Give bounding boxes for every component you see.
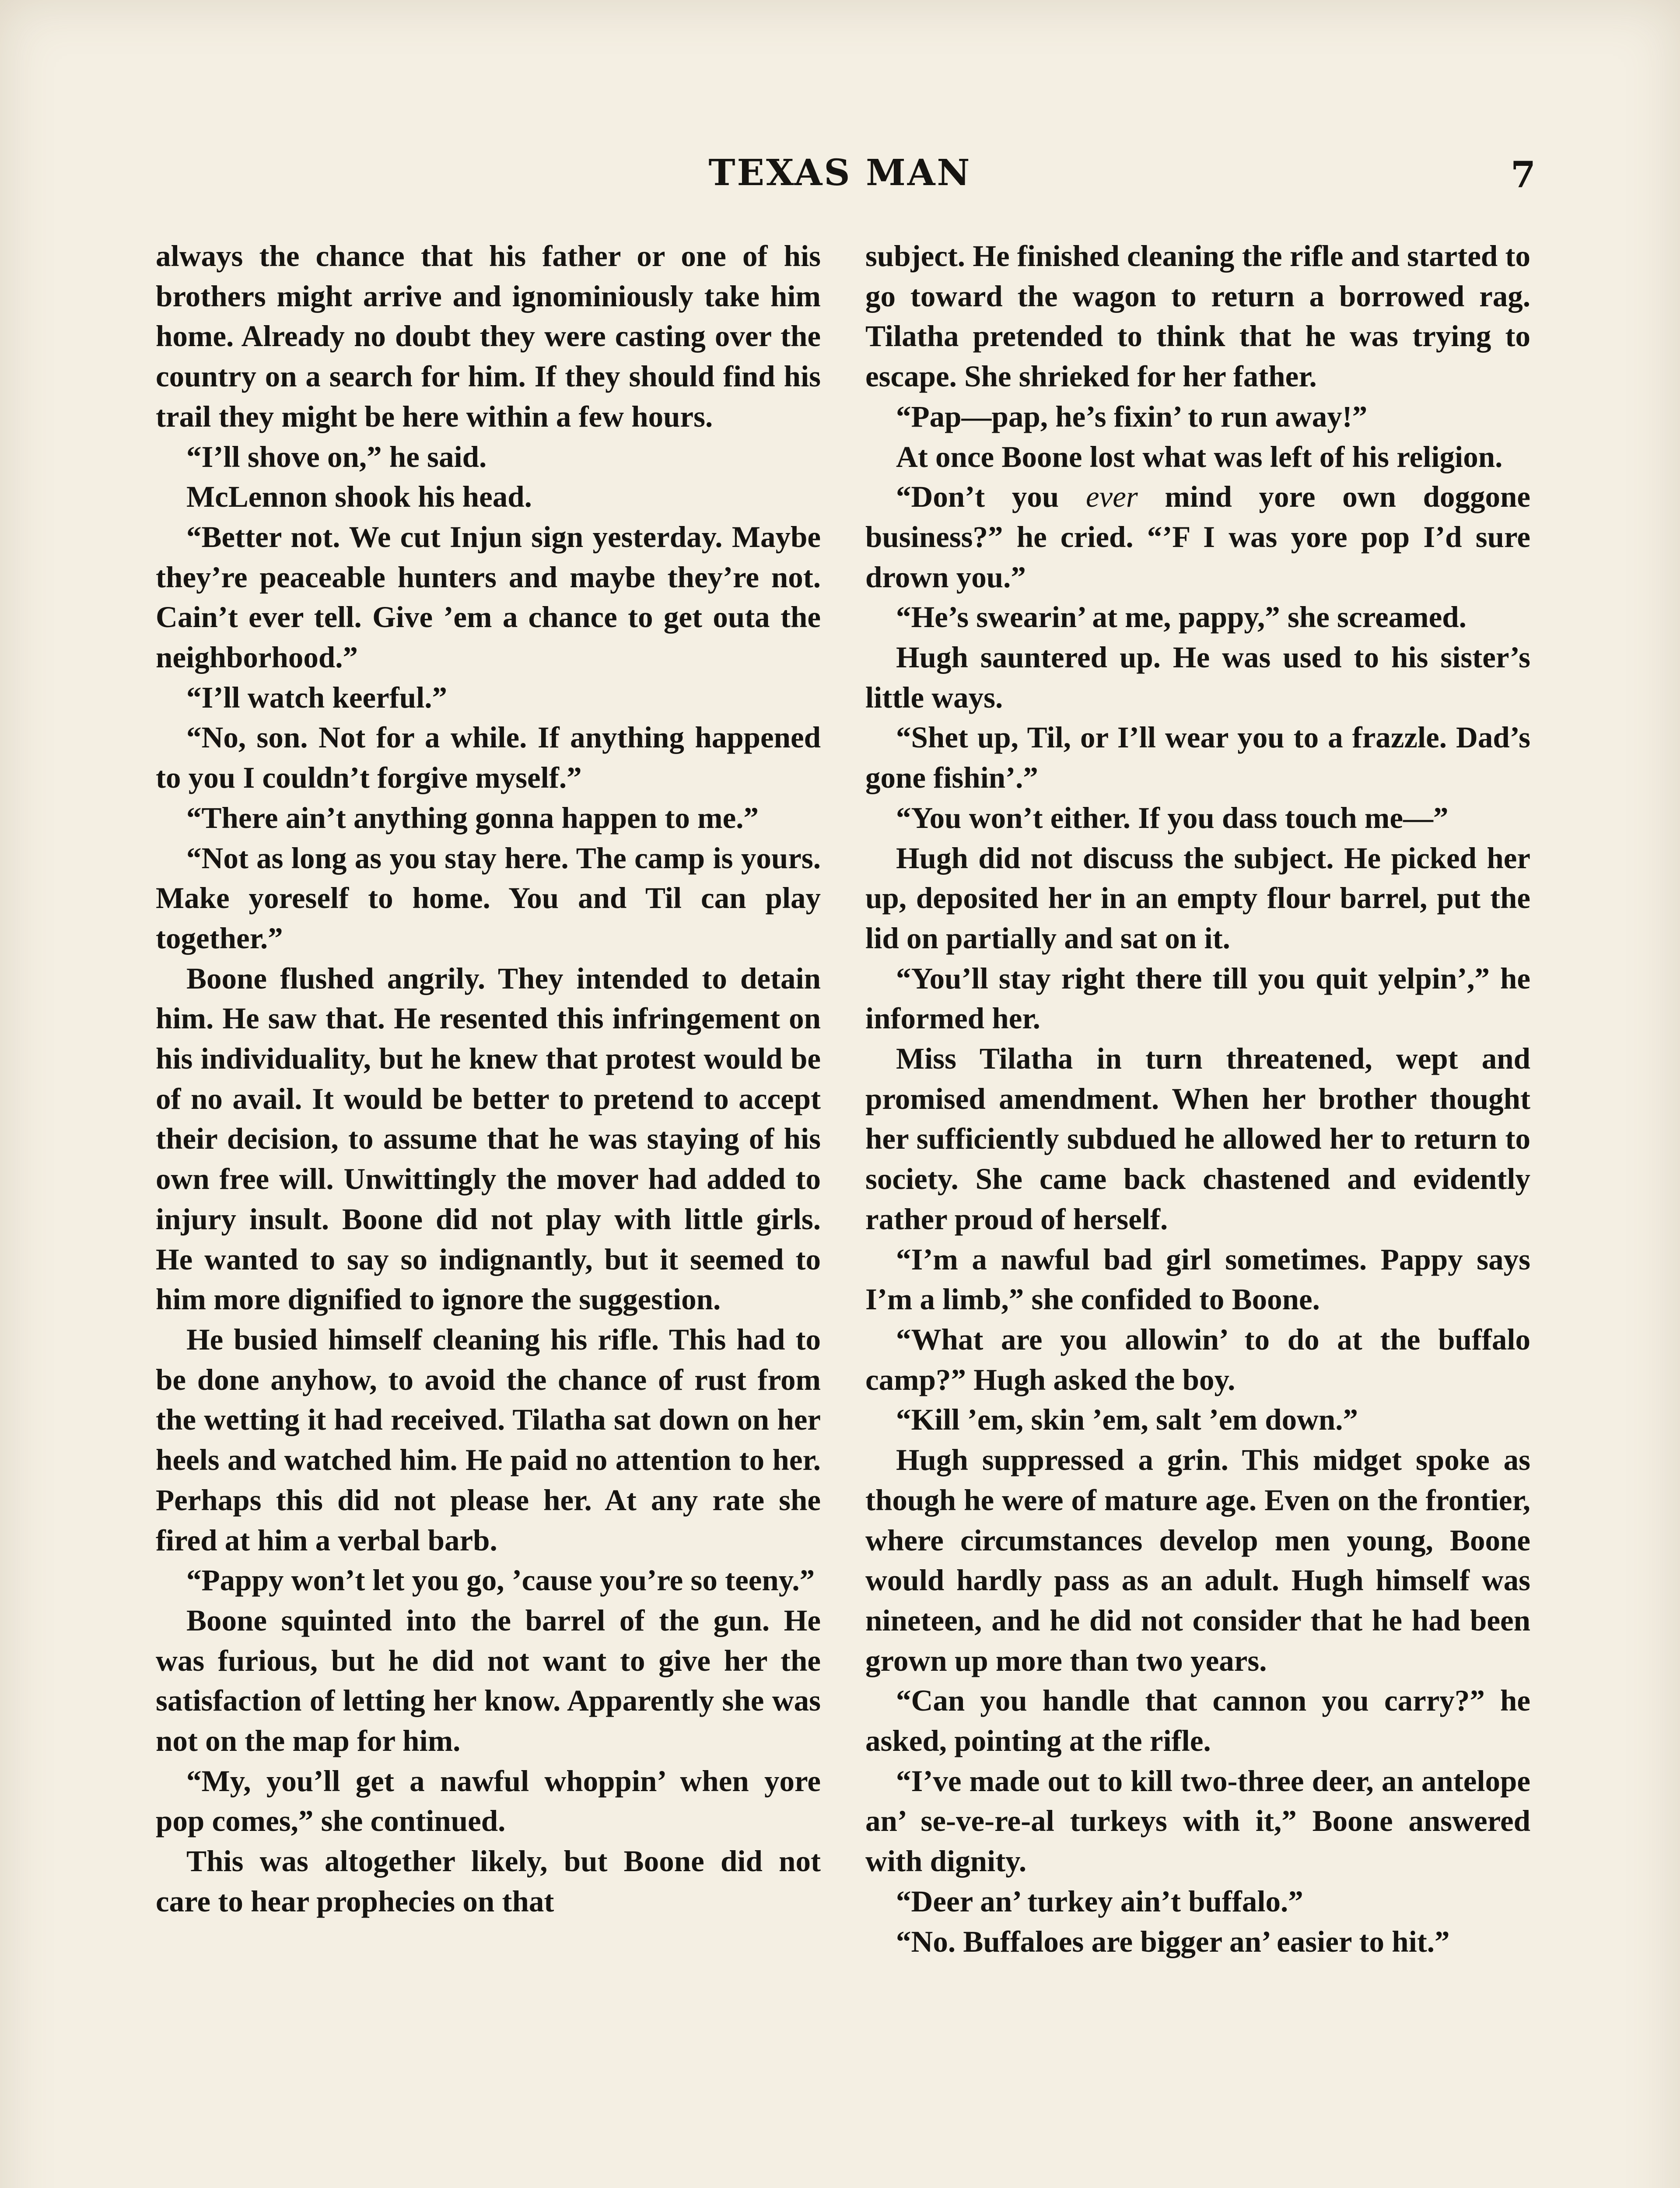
paragraph: “Can you handle that cannon you carry?” he asked, pointing at the rifle. [865,1684,1530,1758]
paragraph: Hugh did not discuss the subject. He picked her up, deposited her in an empty flour barrel, put the lid on partially and sat on it. [865,841,1530,955]
paragraph [865,477,1530,597]
right-column [865,236,1530,1962]
paragraph: “Shet up, Til, or I’ll wear you to a frazzle. Dad’s gone fishin’.” [865,721,1530,795]
paragraph: “There ain’t anything gonna happen to me.” [186,801,759,835]
paragraph: “Pappy won’t let you go, ’cause you’re so teeny.” [186,1564,815,1597]
text-run: mind yore own doggone business?” he cried. “’F I was yore pop I’d sure drown you.” [865,480,1531,594]
paragraph: “I’m a nawful bad girl sometimes. Pappy says I’m a limb,” she confided to Boone. [865,1242,1530,1316]
running-head [0,149,1680,197]
paragraph: “I’ll shove on,” he said. [186,440,487,473]
paragraph: He busied himself cleaning his rifle. This had to be done anyhow, to avoid the chance of rust from the wetting it had received. Tilatha sat down on her heels and watched him. He paid no attention to her. Perhaps this did not please her. At any rate she fired at him a verbal barb. [156,1322,821,1557]
paragraph: Boone squinted into the barrel of the gun. He was furious, but he did not want to give her the satisfaction of letting her know. Apparently she was not on the map for him. [156,1603,821,1758]
page-title: TEXAS MAN [708,152,972,194]
paragraph: Miss Tilatha in turn threatened, wept and promised amendment. When her brother thought her sufficiently subdued he allowed her to return to society. She came back chastened and evidently rather proud of herself. [865,1042,1530,1236]
paragraph: Hugh suppressed a grin. This midget spoke as though he were of mature age. Even on the frontier, where circumstances develop men young, Boone would hardly pass as an adult. Hugh himself was nineteen, and he did not consider that he had been grown up more than two years. [865,1443,1530,1677]
paragraph: “Not as long as you stay here. The camp is yours. Make yoreself to home. You and Til can play together.” [156,841,821,955]
paragraph: “Pap—pap, he’s fixin’ to run away!” [896,400,1368,433]
paragraph: “I’ll watch keerful.” [186,680,448,714]
italic-emphasis: ever [1085,480,1138,514]
paragraph: “Kill ’em, skin ’em, salt ’em down.” [896,1403,1358,1437]
paragraph: This was altogether likely, but Boone did not care to hear prophecies on that [156,1844,821,1918]
text-run: “Don’t you [896,480,1059,514]
paragraph: “Better not. We cut Injun sign yesterday. Maybe they’re peaceable hunters and maybe they’re not. Cain’t ever tell. Give ’em a chance to get outa the neighborhood.” [156,520,821,674]
paragraph: “You’ll stay right there till you quit yelpin’,” he informed her. [865,961,1530,1035]
paragraph: “What are you allowin’ to do at the buffalo camp?” Hugh asked the boy. [865,1322,1530,1396]
paragraph: “My, you’ll get a nawful whoppin’ when yore pop comes,” she continued. [156,1764,821,1838]
paragraph: “I’ve made out to kill two-three deer, an antelope an’ se-ve-re-al turkeys with it,” Boone answered with dignity. [865,1764,1530,1878]
paragraph: Hugh sauntered up. He was used to his sister’s little ways. [865,641,1530,714]
paragraph: “You won’t either. If you dass touch me—” [896,801,1449,835]
paragraph: McLennon shook his head. [186,480,532,514]
page-number: 7 [1510,154,1536,196]
paragraph: “He’s swearin’ at me, pappy,” she screamed. [896,600,1466,634]
paragraph: “No. Buffaloes are bigger an’ easier to hit.” [896,1925,1450,1958]
left-column [156,236,821,1922]
paragraph: “Deer an’ turkey ain’t buffalo.” [896,1884,1303,1918]
paragraph: subject. He finished cleaning the rifle and started to go toward the wagon to return a borrowed rag. Tilatha pretended to think that he was trying to escape. She shrieked for her father. [865,239,1530,393]
paragraph: always the chance that his father or one of his brothers might arrive and ignominiously take him home. Already no doubt they were casting over the country on a search for him. If they should find his trail they might be here within a few hours. [156,239,821,433]
paragraph: Boone flushed angrily. They intended to detain him. He saw that. He resented this infringement on his individuality, but he knew that protest would be of no avail. It would be better to pretend to accept their decision, to assume that he was staying of his own free will. Unwittingly the mover had added to injury insult. Boone did not play with little girls. He wanted to say so indignantly, but it seemed to him more dignified to ignore the suggestion. [156,961,821,1316]
paragraph: “No, son. Not for a while. If anything happened to you I couldn’t forgive myself.” [156,721,821,795]
paragraph: At once Boone lost what was left of his religion. [896,440,1503,473]
